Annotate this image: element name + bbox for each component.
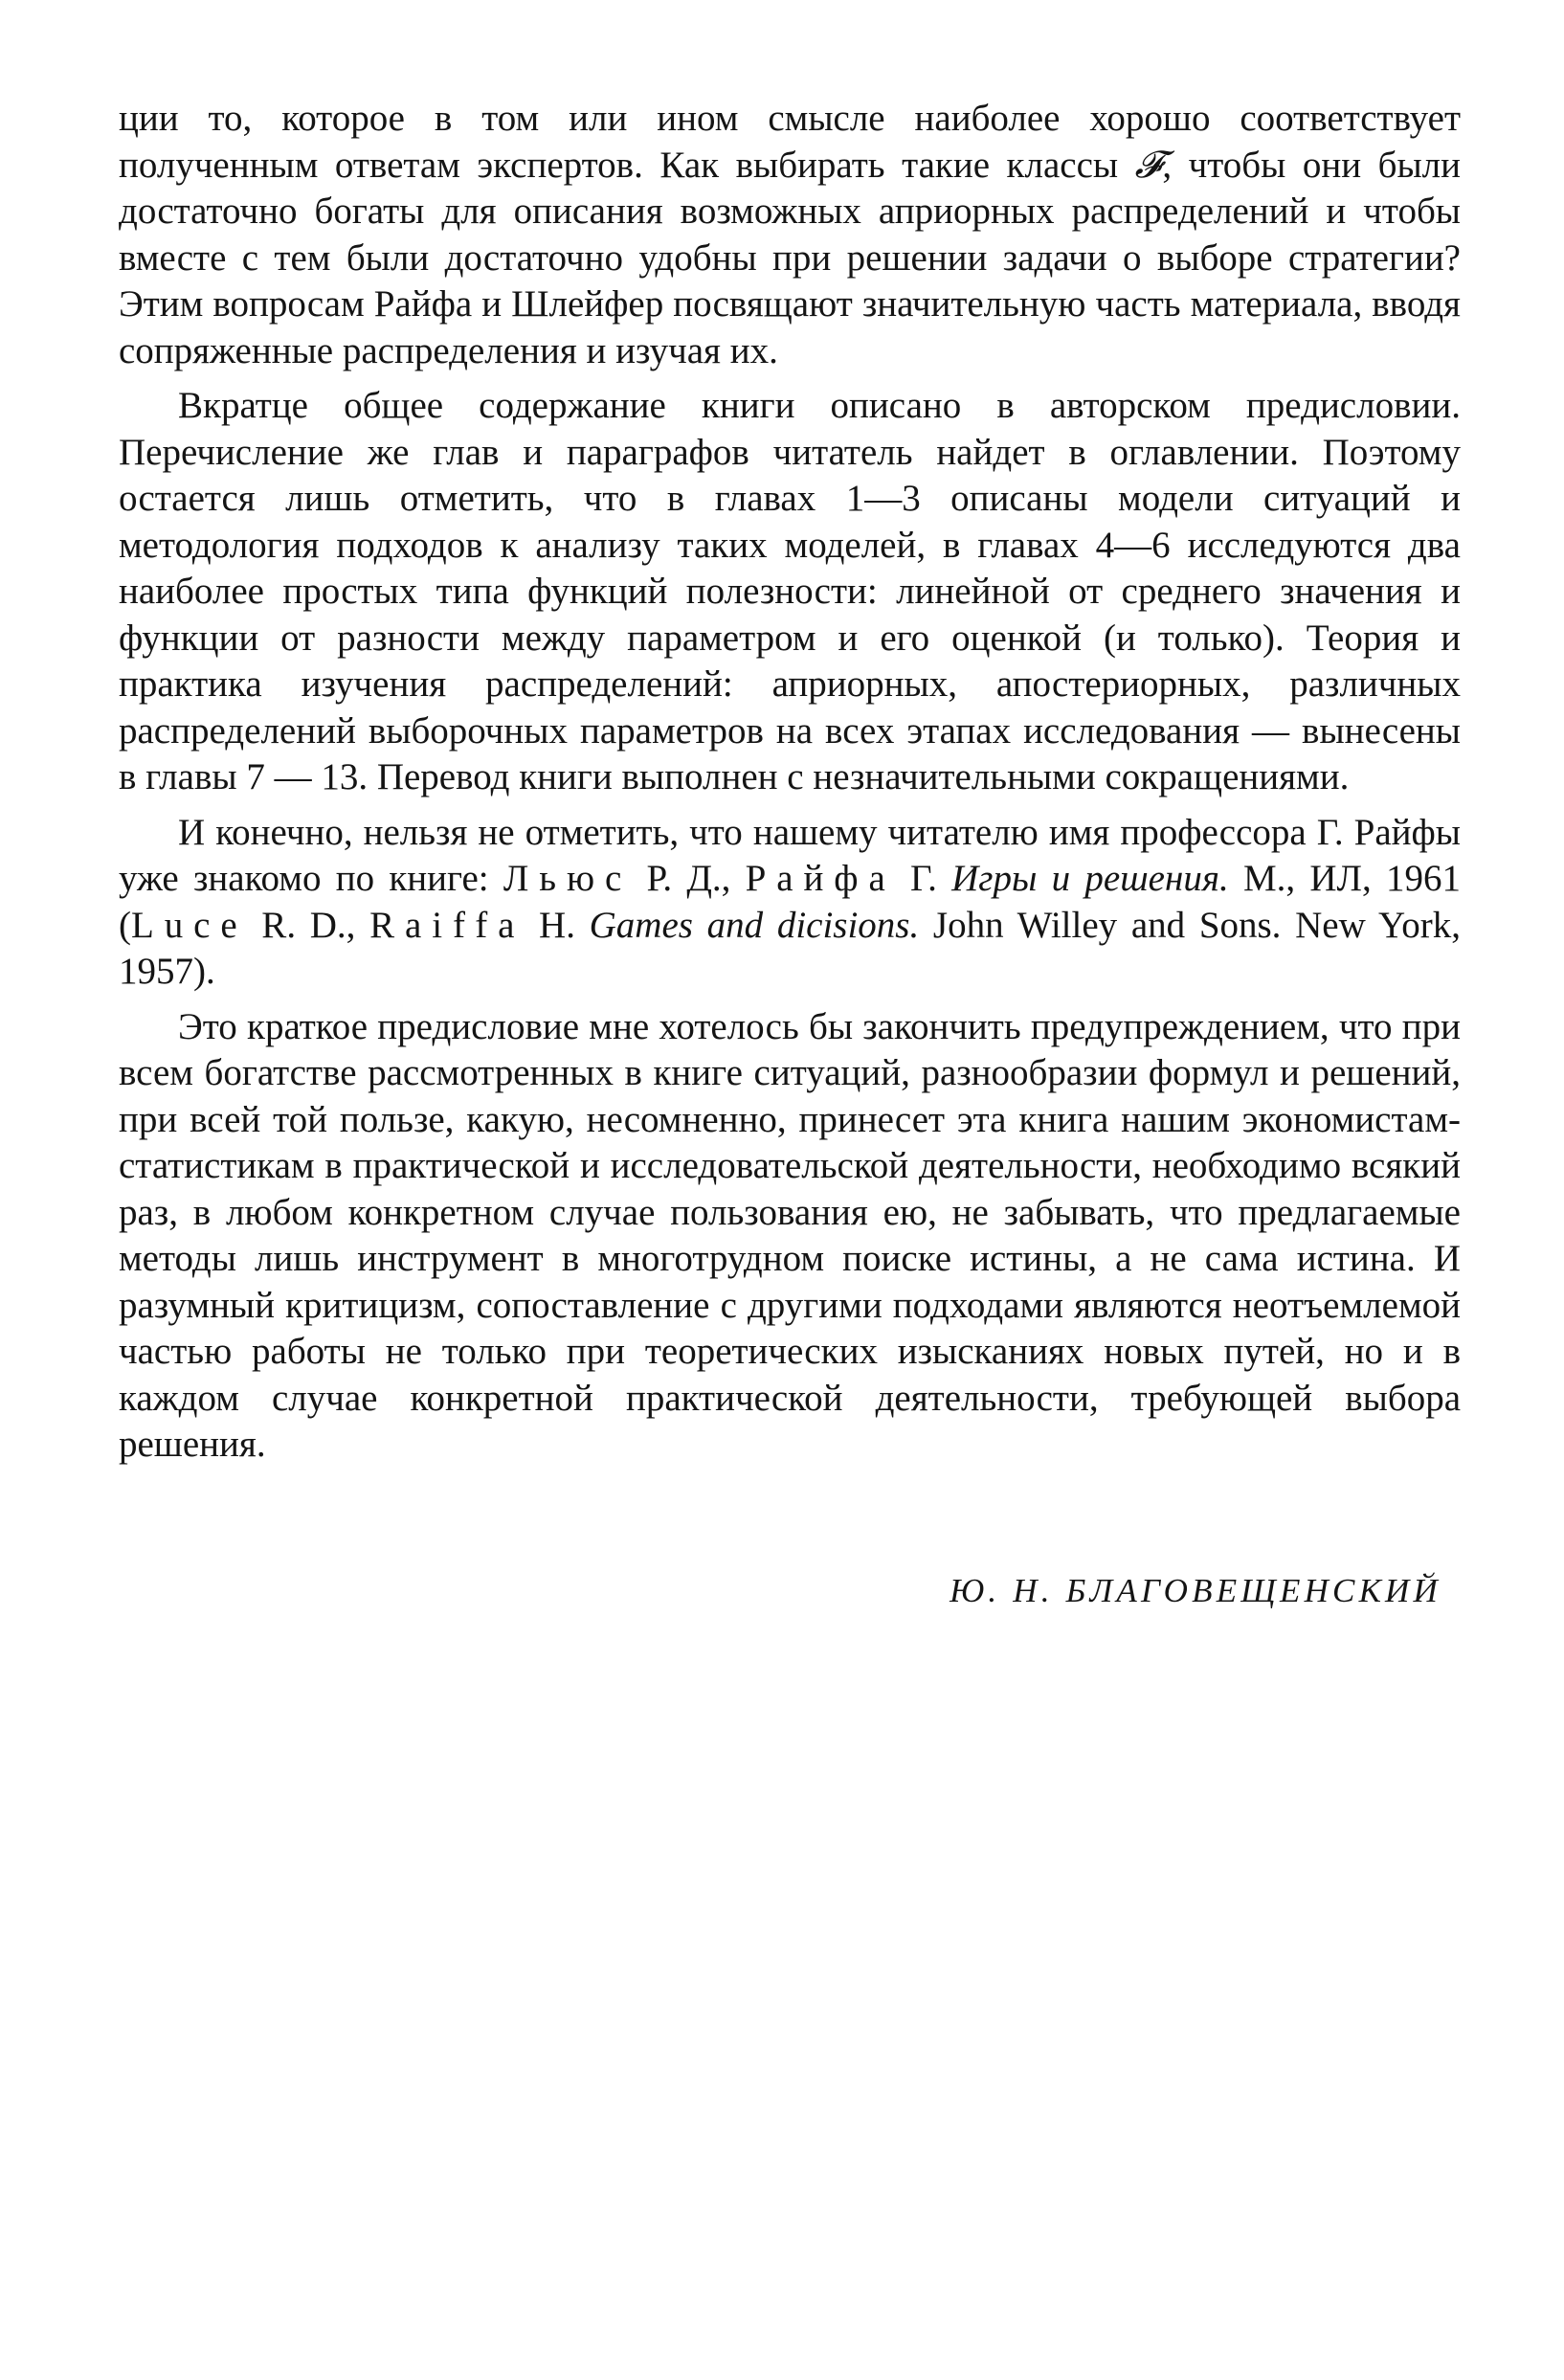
paragraph-reference — [119, 810, 1461, 996]
script-f-symbol: 𝓕 — [1134, 143, 1163, 187]
author-name: Льюс — [503, 858, 633, 899]
paragraph-closing: Это краткое предисловие мне хотелось бы закончить предупреждением, что при всем богатстве рассмотренных в книге ситуаций, разнообразии формул и решений, при всей той пользе, какую, несомненно, принесет эта книга нашим экономистам-статистикам в практической и исследовательской деятельности, необходимо всякий раз, в любом конкретном случае пользования ею, не забывать, что предлагаемые методы лишь инструмент в многотрудном поиске истины, а не сама истина. И разумный критицизм, сопоставление с другими подходами являются неотъемлемой частью работы не только при теоретических изысканиях новых путей, но и в каждом случае конкретной практической деятельности, требующей выбора решения. — [119, 1005, 1461, 1465]
reference-part: John Willey and Sons. New York, 1957). — [119, 904, 1461, 992]
body-text — [119, 96, 1461, 1477]
book-title-en: Games and dicisions. — [589, 904, 920, 946]
paragraph-contents-summary: Вкратце общее содержание книги описано в авторском предисловии. Перечисление же глав и параграфов читатель найдет в оглавлении. Поэтому остается лишь отметить, что в главах 1—3 описаны модели ситуаций и методология подходов к анализу таких моделей, в главах 4—6 исследуются два наиболее простых типа функций полезности: линейной от среднего значения и функции от разности между параметром и его оценкой (и только). Теория и практика изучения распределений: априорных, апостериорных, различных распределений выборочных параметров на всех этапах исследования — вынесены в главы 7 — 13. Перевод книги выполнен с незначительными сокращениями. — [119, 385, 1461, 797]
reference-part: Г. — [895, 858, 952, 899]
paragraph-text-part: ции то, которое в том или ином смысле наиболее хорошо соответствует полученным ответам экспертов. Как выбирать такие классы — [119, 98, 1461, 186]
author-name: Luce — [131, 904, 248, 946]
reference-part: R. D., — [247, 904, 370, 946]
author-name: Raiffa — [369, 904, 525, 946]
reference-part: Р. Д., — [632, 858, 746, 899]
reference-intro: И конечно, нельзя не отметить, что нашему читателю имя профессора Г. Райфы уже знакомо по книге: — [119, 811, 1461, 899]
book-title-ru: Игры и решения. — [951, 858, 1229, 899]
paragraph-continuation — [119, 96, 1461, 374]
reference-part: М., ИЛ, 1961 ( — [119, 858, 1461, 946]
author-name: Райфа — [745, 858, 896, 899]
reference-part: H. — [525, 904, 590, 946]
paragraph-text-part: , чтобы они были достаточно богаты для описания возможных априорных распределений и чтобы вместе с тем были достаточно удобны при решении задачи о выборе стратегии? Этим вопросам Райфа и Шлейфер посвящают значительную часть материала, вводя сопряженные распределения и изучая их. — [119, 144, 1462, 371]
author-signature: Ю. Н. БЛАГОВЕЩЕНСКИЙ — [950, 1572, 1441, 1609]
